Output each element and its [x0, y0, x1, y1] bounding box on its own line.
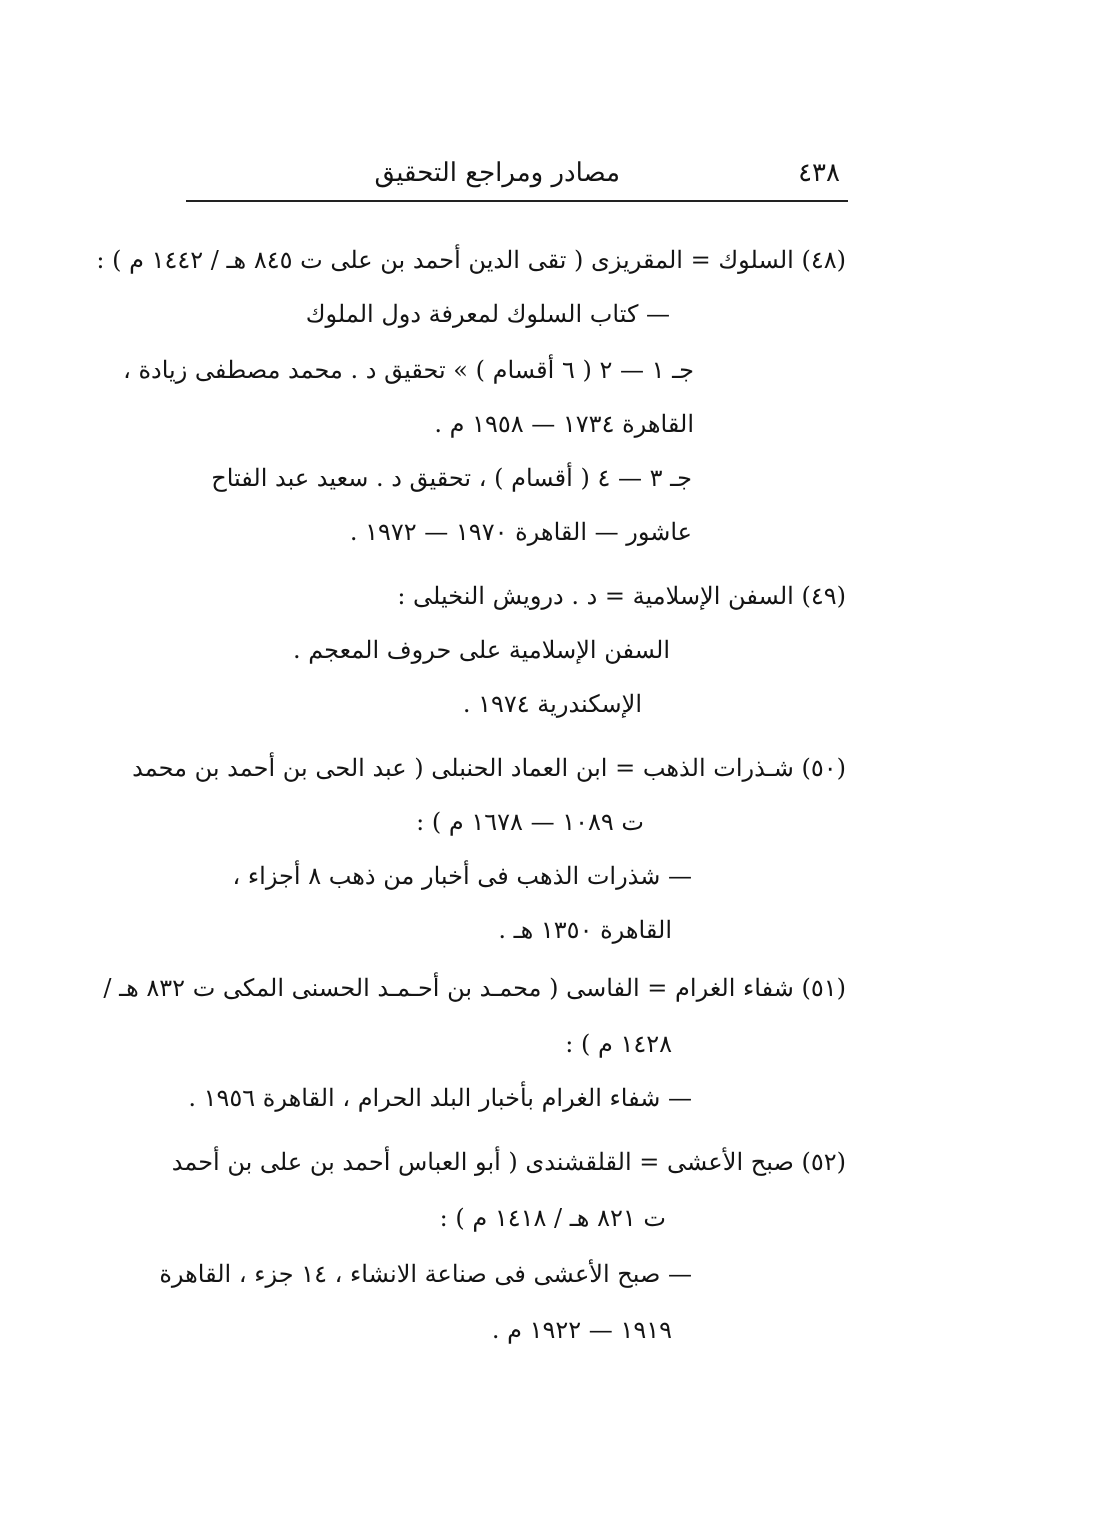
entry-line: — صبح الأعشى فى صناعة الانشاء ، ١٤ جزء ، القاهرة: [159, 1260, 692, 1288]
header-rule: [186, 200, 848, 202]
entry-line: ت ١٠٨٩ — ١٦٧٨ م ) :: [416, 808, 644, 836]
entry-line: السفن الإسلامية على حروف المعجم .: [292, 636, 670, 664]
entry-line: — كتاب السلوك لمعرفة دول الملوك: [305, 300, 670, 328]
entry-line: الإسكندرية ١٩٧٤ .: [462, 690, 642, 718]
entry-line: ١٤٢٨ م ) :: [565, 1030, 672, 1058]
page-number: ٤٣٨: [798, 158, 840, 188]
entry-line: جـ ١ — ٢ ( ٦ أقسام ) » تحقيق د . محمد مصطفى زيادة ،: [123, 356, 694, 384]
entry-heading: (٥٠) شـذرات الذهب = ابن العماد الحنبلى ( عبد الحى بن أحمد بن محمد: [132, 754, 846, 782]
entry-line: — شفاء الغرام بأخبار البلد الحرام ، القاهرة ١٩٥٦ .: [188, 1084, 692, 1112]
page-header: [188, 150, 848, 200]
entry-heading: (٤٨) السلوك = المقريزى ( تقى الدين أحمد بن على ت ٨٤٥ هـ / ١٤٤٢ م ) :: [96, 246, 846, 274]
entry-heading: (٥١) شفاء الغرام = الفاسى ( محمـد بن أحـمـد الحسنى المكى ت ٨٣٢ هـ /: [103, 974, 846, 1002]
entry-heading: (٤٩) السفن الإسلامية = د . درويش النخيلى :: [397, 582, 846, 610]
entry-line: ١٩١٩ — ١٩٢٢ م .: [491, 1316, 672, 1344]
entry-heading: (٥٢) صبح الأعشى = القلقشندى ( أبو العباس أحمد بن على بن أحمد: [171, 1148, 846, 1176]
entry-line: القاهرة ١٧٣٤ — ١٩٥٨ م .: [434, 410, 694, 438]
entry-line: جـ ٣ — ٤ ( أقسام ) ، تحقيق د . سعيد عبد الفتاح: [211, 464, 692, 492]
entry-line: عاشور — القاهرة ١٩٧٠ — ١٩٧٢ .: [349, 518, 692, 546]
entry-line: — شذرات الذهب فى أخبار من ذهب ٨ أجزاء ،: [232, 862, 692, 890]
entry-line: ت ٨٢١ هـ / ١٤١٨ م ) :: [439, 1204, 666, 1232]
entry-line: القاهرة ١٣٥٠ هـ .: [498, 916, 672, 944]
running-title: مصادر ومراجع التحقيق: [374, 158, 620, 188]
